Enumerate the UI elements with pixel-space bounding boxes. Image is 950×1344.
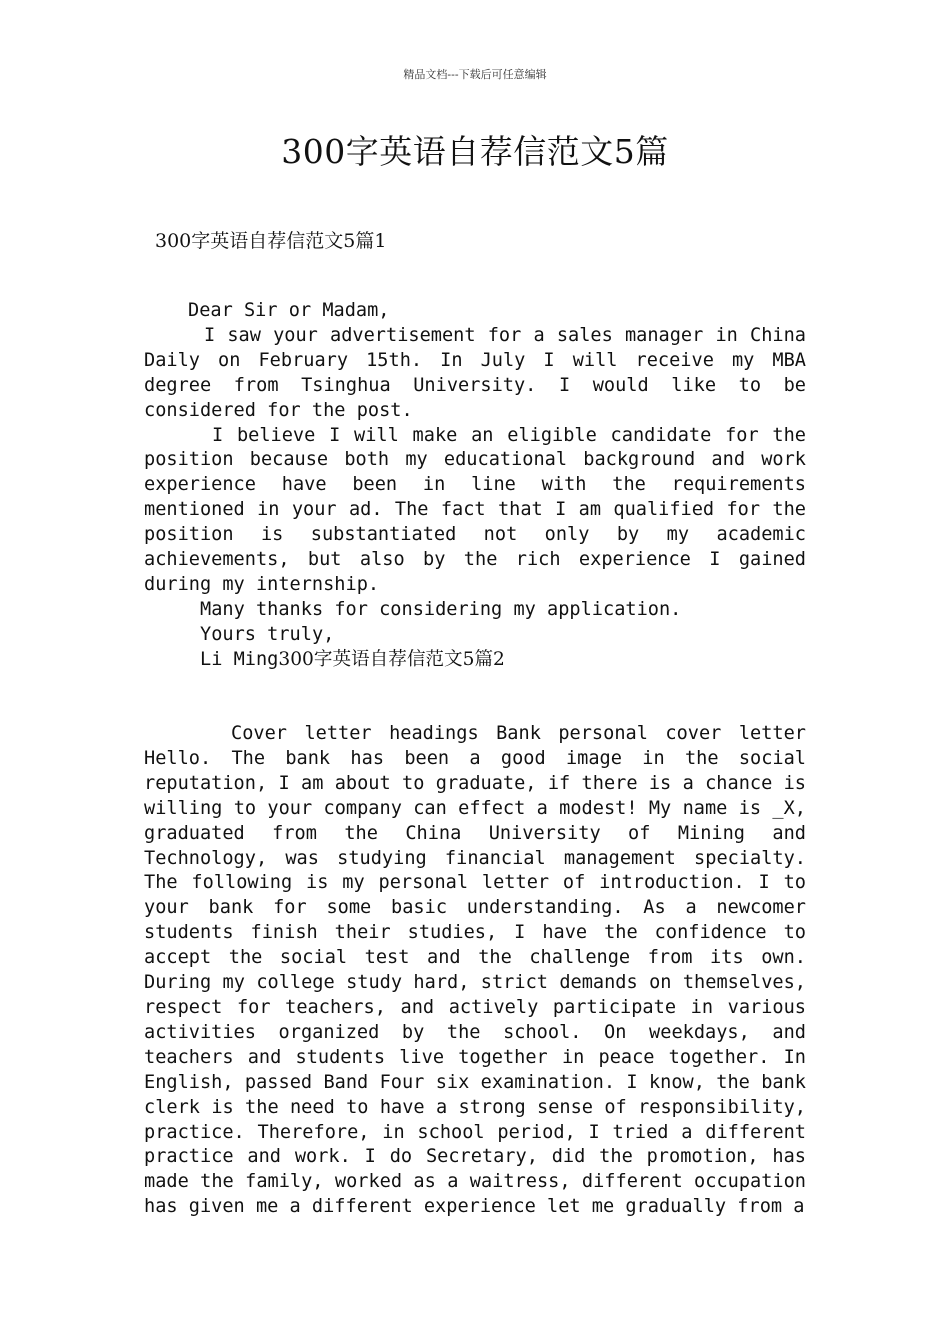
signature-line [144, 648, 806, 673]
section-1-heading: 300字英语自荐信范文5篇1 [155, 230, 387, 252]
letter-2 [144, 722, 806, 1220]
signature: Li Ming [200, 648, 279, 670]
letter-1 [144, 299, 806, 673]
letter-1-paragraph-1: I saw your advertisement for a sales manager in China Daily on February 15th. In July I will receive my MBA degree from Tsinghua University. I would like to be considered for the post. [144, 324, 806, 421]
letter-1-paragraph-2: I believe I will make an eligible candidate for the position because both my educational background and work experience have been in line with the requirements mentioned in your ad. The fact that I am qualified for the position is substantiated not only by my academic achievements, but also by the rich experience I gained during my internship. [144, 424, 806, 595]
closing-line: Yours truly, [200, 623, 335, 645]
thanks-line: Many thanks for considering my application. [200, 598, 682, 620]
letter-2-paragraph-1: Cover letter headings Bank personal cover letter Hello. The bank has been a good image in the social reputation, I am about to graduate, if there is a chance is willing to your company can effect a modest! My name is _X, graduated from the China University of Mining and Technology, was studying financial management specialty. The following is my personal letter of introduction. I to your bank for some basic understanding. As a newcomer students finish their studies, I have the confidence to accept the social test and the challenge from its own. During my college study hard, strict demands on themselves, respect for teachers, and actively participate in various activities organized by the school. On weekdays, and teachers and students live together in peace together. In English, passed Band Four six examination. I know, the bank clerk is the need to have a strong sense of responsibility, practice. Therefore, in school period, I tried a different practice and work. I do Secretary, did the promotion, has made the family, worked as a waitress, different occupation has given me a different experience let me gradually from a [144, 723, 806, 1218]
document-title: 300字英语自荐信范文5篇 [281, 132, 669, 171]
salutation: Dear Sir or Madam, [188, 300, 390, 321]
header-note: 精品文档---下载后可任意编辑 [403, 68, 547, 81]
section-2-heading: 300字英语自荐信范文5篇2 [278, 648, 505, 670]
